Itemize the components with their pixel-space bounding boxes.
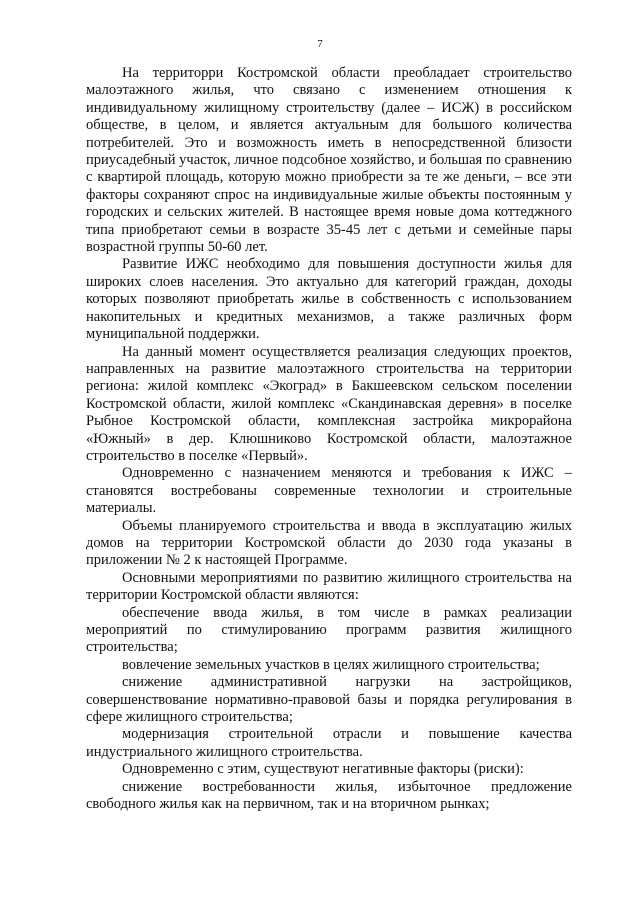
paragraph-main-measures-intro: Основными мероприятиями по развитию жилищного строительства на территории Костромской области являются: — [86, 569, 572, 604]
list-item-housing-commissioning: обеспечение ввода жилья, в том числе в рамках реализации мероприятий по стимулированию программ развития жилищного строительства; — [86, 604, 572, 656]
paragraph-requirements-change: Одновременно с назначением меняются и требования к ИЖС – становятся востребованы современные технологии и строительные материалы. — [86, 465, 572, 517]
list-item-administrative-burden: снижение административной нагрузки на застройщиков, совершенствование нормативно-правовой базы и порядка регулирования в сфере жилищного строительства; — [86, 674, 572, 726]
paragraph-predominance-low-rise: На территорри Костромской области преобладает строительство малоэтажного жилья, что связано с изменением отношения к индивидуальному жилищному строительству (далее – ИСЖ) в российском обществе, в целом, и является актуальным для большого количества потребителей. Это и возможность иметь в непосредственной близости приусадебный участок, личное подсобное хозяйство, и большая по сравнению с квартирой площадь, которую можно приобрести за те же деньги, – все эти факторы сохраняют спрос на индивидуальные жилые объекты постоянным у городских и сельских жителей. В настоящее время новые дома коттеджного типа приобретают семьи в возрасте 35-45 лет с детьми и семейные пары возрастной группы 50-60 лет. — [86, 65, 572, 256]
paragraph-current-projects: На данный момент осуществляется реализация следующих проектов, направленных на развитие малоэтажного строительства на территории региона: жилой комплекс «Экоград» в Бакшеевском сельском поселении Костромской области, жилой комплекс «Скандинавская деревня» в поселке Рыбное Костромской области, комплексная застройка микрорайона «Южный» в дер. Клюшниково Костромской области, малоэтажное строительство в поселке «Первый». — [86, 343, 572, 464]
document-body — [86, 65, 572, 813]
paragraph-planned-volumes: Объемы планируемого строительства и ввода в эксплуатацию жилых домов на территории Костромской области до 2030 года указаны в приложении № 2 к настоящей Программе. — [86, 517, 572, 569]
page-number: 7 — [317, 38, 323, 50]
list-item-industry-modernization: модернизация строительной отрасли и повышение качества индустриального жилищного строительства. — [86, 726, 572, 760]
list-item-demand-decrease: снижение востребованности жилья, избыточное предложение свободного жилья как на первичном, так и на вторичном рынках; — [86, 778, 572, 813]
paragraph-izhs-development: Развитие ИЖС необходимо для повышения доступности жилья для широких слоев населения. Это актуально для категорий граждан, доходы которых позволяют приобретать жилье в собственность с использованием накопительных и кредитных механизмов, а также различных форм муниципальной поддержки. — [86, 256, 572, 343]
list-item-land-involvement: вовлечение земельных участков в целях жилищного строительства; — [122, 656, 540, 673]
paragraph-risks-intro: Одновременно с этим, существуют негативные факторы (риски): — [122, 761, 524, 778]
